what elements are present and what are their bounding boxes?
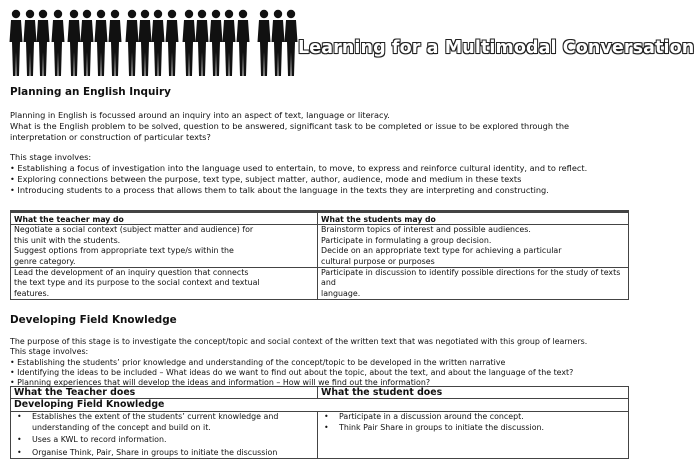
bullet-line: • Identifying the ideas to be included – What ideas do we want to find out about the topic, about the text, and about the language of the text? bbox=[10, 367, 574, 377]
table-row bbox=[11, 268, 629, 300]
bullet-line: • Establishing a focus of investigation into the language used to entertain, to move, to express and reinforce cultural identity, and to reflect. bbox=[10, 162, 588, 173]
table-header: What the Teacher does bbox=[11, 387, 318, 399]
list-item: • Think Pair Share in groups to initiate the discussion. bbox=[324, 422, 545, 432]
stage-label: This stage involves: bbox=[10, 151, 92, 162]
table-row bbox=[11, 225, 629, 268]
intro-line: This stage involves: bbox=[10, 347, 89, 357]
table-cell bbox=[11, 412, 318, 459]
table-header: What the students may do bbox=[318, 212, 629, 225]
bullet-line: • Introducing students to a process that allows them to talk about the language in the texts they are interpreting and constructing. bbox=[10, 185, 549, 196]
planning-table bbox=[10, 210, 629, 300]
bullet-line: • Exploring connections between the purpose, text type, subject matter, author, audience, mode and medium in these texts bbox=[10, 174, 522, 185]
banner bbox=[10, 6, 694, 82]
section-heading-planning: Planning an English Inquiry bbox=[10, 86, 171, 98]
table-row bbox=[11, 412, 629, 459]
bullet-line: • Planning experiences that will develop the ideas and information – How will we find out the information? bbox=[10, 378, 431, 388]
table-cell: Lead the development of an inquiry question that connects the text type and its purpose to the social context and textual features. bbox=[11, 268, 318, 300]
field-knowledge-table bbox=[10, 386, 629, 459]
list-item: understanding of the concept and build on it. bbox=[32, 422, 211, 432]
document-body bbox=[10, 86, 628, 459]
table-cell: Negotiate a social context (subject matter and audience) for this unit with the students. Suggest options from appropriate text type/s within the genre category. bbox=[11, 225, 318, 268]
intro-line: What is the English problem to be solved, question to be answered, significant task to be completed or issue to be explored through the bbox=[10, 121, 570, 132]
table-cell bbox=[318, 412, 629, 459]
intro-line: interpretation or construction of particular texts? bbox=[10, 132, 211, 143]
table-cell: Participate in discussion to identify possible directions for the study of texts and language. bbox=[318, 268, 629, 300]
table-header: What the student does bbox=[318, 387, 629, 399]
table-cell: Brainstorm topics of interest and possible audiences. Participate in formulating a group decision. Decide on an appropriate text type for achieving a particular cultural purpose or purposes bbox=[318, 225, 629, 268]
banner-title: Learning for a Multimodal Conversation bbox=[298, 38, 694, 58]
table-header: What the teacher may do bbox=[11, 212, 318, 225]
table-subheader: Developing Field Knowledge bbox=[11, 399, 629, 412]
list-item: • Participate in a discussion around the concept. bbox=[324, 412, 524, 422]
section-heading-field-knowledge: Developing Field Knowledge bbox=[10, 314, 177, 327]
bullet-line: • Establishing the students’ prior knowledge and understanding of the concept/topic to be developed in the written narrative bbox=[10, 357, 506, 367]
intro-line: The purpose of this stage is to investigate the concept/topic and social context of the written text that was negotiated with this group of learners. bbox=[10, 337, 588, 347]
list-item: • Establishes the extent of the students’ current knowledge and bbox=[17, 412, 279, 422]
people-silhouettes-icon bbox=[10, 6, 295, 82]
list-item: • Uses a KWL to record information. bbox=[17, 435, 167, 445]
list-item: • Organise Think, Pair, Share in groups to initiate the discussion bbox=[17, 447, 278, 457]
intro-line: Planning in English is focussed around an inquiry into an aspect of text, language or literacy. bbox=[10, 110, 390, 120]
